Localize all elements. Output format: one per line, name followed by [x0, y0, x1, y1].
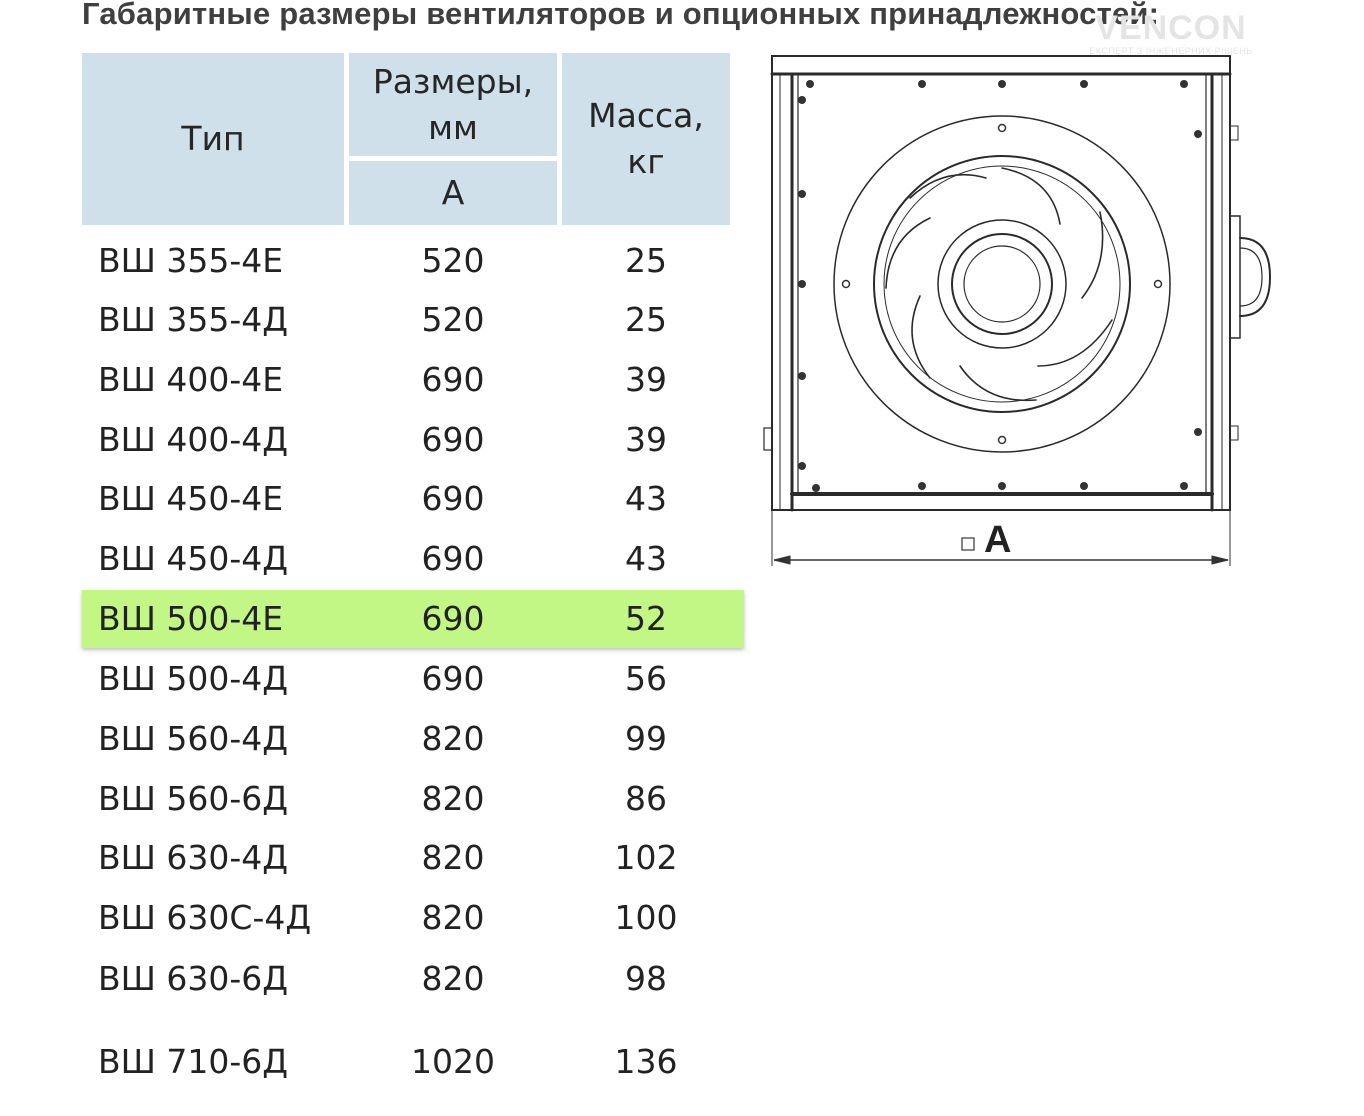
header-type	[82, 53, 344, 225]
cell-mass: 99	[625, 719, 667, 758]
table-row	[82, 470, 744, 528]
table-row	[82, 232, 744, 290]
cell-mass: 56	[625, 659, 667, 698]
table-row	[82, 770, 744, 828]
dimension-label-a: A	[984, 519, 1012, 561]
cell-dimension-a: 690	[421, 479, 485, 518]
table-row	[82, 291, 744, 349]
watermark-tagline: ЕКСПЕРТ З ІНЖЕНЕРНИХ РІШЕНЬ	[1089, 46, 1253, 56]
cell-dimension-a: 820	[421, 779, 485, 818]
page-title: Габаритные размеры вентиляторов и опционных принадлежностей:	[82, 0, 1160, 31]
table-row	[82, 351, 744, 409]
header-dimension-a	[349, 161, 557, 225]
cell-type: ВШ 560-4Д	[98, 719, 289, 758]
cell-mass: 98	[625, 959, 667, 998]
cell-dimension-a: 520	[421, 300, 485, 339]
header-dimensions-line1: Размеры,	[372, 61, 534, 101]
cell-mass: 25	[625, 241, 667, 280]
table-row	[82, 530, 744, 588]
cell-type: ВШ 560-6Д	[98, 779, 289, 818]
watermark-logo-text: VENCON	[1095, 9, 1247, 47]
header-dimensions	[349, 53, 557, 156]
cell-mass: 43	[625, 479, 667, 518]
header-dimension-a-label: А	[441, 173, 465, 212]
cell-type: ВШ 630С-4Д	[98, 898, 312, 937]
cell-dimension-a: 820	[421, 719, 485, 758]
table-row-highlighted	[82, 590, 744, 648]
cell-mass: 86	[625, 779, 667, 818]
table-row	[82, 1033, 744, 1091]
cell-mass: 39	[625, 360, 667, 399]
table-row	[82, 650, 744, 708]
header-mass	[562, 53, 730, 225]
cell-type: ВШ 355-4Д	[98, 300, 289, 339]
cell-type: ВШ 630-4Д	[98, 838, 289, 877]
cell-dimension-a: 820	[421, 959, 485, 998]
cell-type: ВШ 630-6Д	[98, 959, 289, 998]
cell-dimension-a: 690	[421, 659, 485, 698]
cell-type: ВШ 400-4Е	[98, 360, 284, 399]
cell-mass: 25	[625, 300, 667, 339]
cell-dimension-a: 690	[421, 539, 485, 578]
cell-type: ВШ 355-4Е	[98, 241, 284, 280]
cell-dimension-a: 1020	[411, 1042, 495, 1081]
cell-type: ВШ 400-4Д	[98, 420, 289, 459]
cell-type: ВШ 450-4Д	[98, 539, 289, 578]
header-mass-line1: Масса,	[588, 96, 704, 135]
fan-dimension-drawing	[760, 48, 1280, 578]
cell-type: ВШ 500-4Д	[98, 659, 289, 698]
cell-dimension-a: 690	[421, 360, 485, 399]
cell-mass: 43	[625, 539, 667, 578]
table-row	[82, 889, 744, 947]
table-row	[82, 829, 744, 887]
cell-dimension-a: 820	[421, 898, 485, 937]
cell-dimension-a: 520	[421, 241, 485, 280]
table-row	[82, 950, 744, 1008]
header-dimensions-line2: мм	[428, 107, 478, 147]
cell-mass: 39	[625, 420, 667, 459]
cell-type: ВШ 500-4Е	[98, 599, 284, 638]
cell-mass: 136	[614, 1042, 678, 1081]
cell-mass: 102	[614, 838, 678, 877]
header-type-label: Тип	[181, 119, 245, 158]
table-row	[82, 411, 744, 469]
cell-dimension-a: 820	[421, 838, 485, 877]
cell-mass: 52	[625, 599, 667, 638]
table-row	[82, 710, 744, 768]
cell-mass: 100	[614, 898, 678, 937]
header-mass-line2: кг	[627, 142, 665, 181]
cell-type: ВШ 450-4Е	[98, 479, 284, 518]
cell-type: ВШ 710-6Д	[98, 1042, 289, 1081]
cell-dimension-a: 690	[421, 599, 485, 638]
cell-dimension-a: 690	[421, 420, 485, 459]
